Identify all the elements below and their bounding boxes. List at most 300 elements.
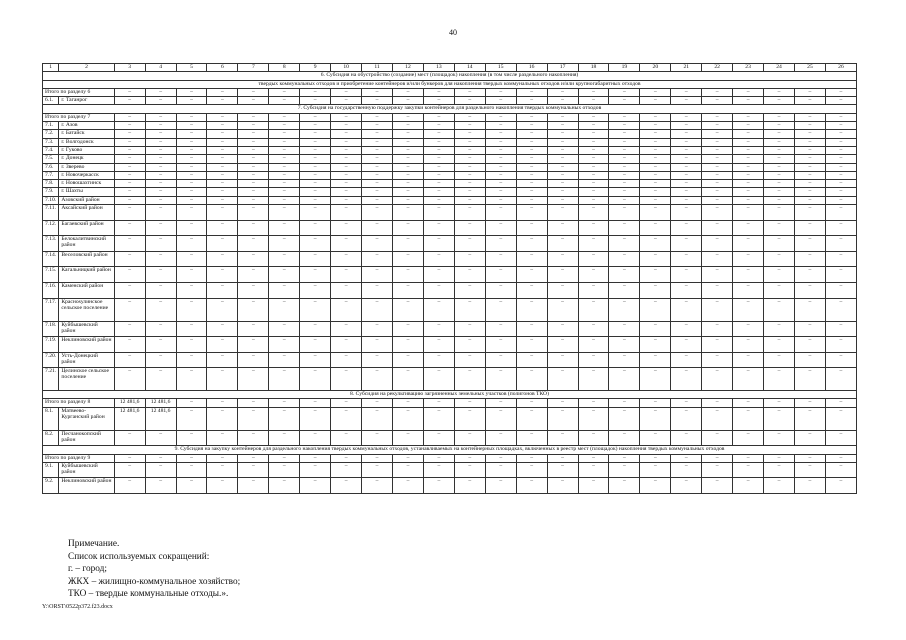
- value-cell: –: [362, 251, 393, 267]
- value-cell: –: [671, 146, 702, 154]
- value-cell: –: [238, 220, 269, 236]
- row-number: 7.6.: [43, 163, 59, 171]
- value-cell: –: [547, 205, 578, 221]
- value-cell: –: [362, 321, 393, 337]
- value-cell: –: [423, 171, 454, 179]
- value-cell: –: [794, 454, 825, 462]
- value-cell: –: [331, 155, 362, 163]
- column-header: 15: [485, 64, 516, 72]
- row-name: г. Азов: [59, 122, 114, 130]
- value-cell: –: [640, 267, 671, 283]
- value-cell: –: [825, 88, 856, 96]
- value-cell: –: [300, 113, 331, 121]
- value-cell: –: [547, 171, 578, 179]
- value-cell: –: [207, 251, 238, 267]
- table-row: [43, 163, 857, 171]
- value-cell: –: [609, 188, 640, 196]
- column-header: 8: [269, 64, 300, 72]
- row-number: 8.2.: [43, 430, 59, 446]
- value-cell: –: [825, 138, 856, 146]
- value-cell: –: [238, 462, 269, 478]
- row-number: 7.7.: [43, 171, 59, 179]
- row-name: г. Новошахтинск: [59, 180, 114, 188]
- value-cell: –: [547, 196, 578, 204]
- row-name: Белокалитвинский район: [59, 236, 114, 252]
- value-cell: –: [671, 113, 702, 121]
- value-cell: –: [362, 146, 393, 154]
- value-cell: –: [238, 267, 269, 283]
- value-cell: –: [794, 283, 825, 299]
- value-cell: –: [423, 113, 454, 121]
- value-cell: –: [393, 352, 424, 368]
- value-cell: –: [485, 155, 516, 163]
- value-cell: –: [764, 163, 795, 171]
- value-cell: –: [547, 430, 578, 446]
- value-cell: –: [145, 163, 176, 171]
- value-cell: –: [609, 97, 640, 105]
- value-cell: –: [145, 196, 176, 204]
- value-cell: –: [207, 352, 238, 368]
- value-cell: –: [300, 298, 331, 321]
- value-cell: –: [794, 188, 825, 196]
- value-cell: –: [764, 205, 795, 221]
- value-cell: –: [300, 163, 331, 171]
- value-cell: –: [825, 478, 856, 494]
- value-cell: –: [300, 196, 331, 204]
- value-cell: –: [114, 337, 145, 353]
- value-cell: –: [702, 352, 733, 368]
- value-cell: –: [733, 146, 764, 154]
- value-cell: –: [578, 368, 609, 391]
- value-cell: –: [609, 430, 640, 446]
- value-cell: –: [300, 122, 331, 130]
- value-cell: –: [362, 430, 393, 446]
- value-cell: –: [640, 180, 671, 188]
- value-cell: –: [207, 163, 238, 171]
- value-cell: –: [640, 220, 671, 236]
- value-cell: –: [547, 113, 578, 121]
- value-cell: –: [794, 368, 825, 391]
- value-cell: –: [207, 399, 238, 407]
- value-cell: –: [238, 88, 269, 96]
- value-cell: –: [578, 337, 609, 353]
- value-cell: –: [547, 138, 578, 146]
- value-cell: –: [176, 399, 207, 407]
- value-cell: –: [609, 399, 640, 407]
- value-cell: –: [702, 236, 733, 252]
- value-cell: –: [300, 146, 331, 154]
- value-cell: –: [393, 478, 424, 494]
- value-cell: –: [485, 138, 516, 146]
- value-cell: –: [114, 462, 145, 478]
- value-cell: –: [269, 454, 300, 462]
- value-cell: –: [516, 407, 547, 430]
- value-cell: –: [114, 138, 145, 146]
- value-cell: –: [145, 462, 176, 478]
- value-cell: –: [393, 138, 424, 146]
- value-cell: –: [423, 220, 454, 236]
- value-cell: –: [393, 337, 424, 353]
- value-cell: –: [825, 462, 856, 478]
- value-cell: –: [207, 171, 238, 179]
- value-cell: –: [825, 368, 856, 391]
- value-cell: –: [702, 407, 733, 430]
- value-cell: –: [269, 113, 300, 121]
- value-cell: –: [485, 454, 516, 462]
- value-cell: –: [238, 171, 269, 179]
- value-cell: –: [640, 205, 671, 221]
- value-cell: –: [393, 321, 424, 337]
- value-cell: –: [794, 236, 825, 252]
- value-cell: –: [702, 88, 733, 96]
- value-cell: –: [454, 196, 485, 204]
- value-cell: –: [207, 368, 238, 391]
- value-cell: –: [516, 97, 547, 105]
- value-cell: –: [764, 188, 795, 196]
- value-cell: –: [794, 321, 825, 337]
- table-row: [43, 407, 857, 430]
- value-cell: –: [454, 454, 485, 462]
- value-cell: –: [578, 138, 609, 146]
- column-header: 25: [794, 64, 825, 72]
- row-name: г. Таганрог: [59, 97, 114, 105]
- value-cell: –: [300, 130, 331, 138]
- row-number: 9.2.: [43, 478, 59, 494]
- value-cell: –: [269, 283, 300, 299]
- value-cell: –: [547, 407, 578, 430]
- value-cell: –: [362, 188, 393, 196]
- value-cell: –: [423, 454, 454, 462]
- value-cell: –: [207, 321, 238, 337]
- value-cell: –: [269, 138, 300, 146]
- value-cell: –: [794, 478, 825, 494]
- value-cell: –: [176, 251, 207, 267]
- value-cell: –: [794, 113, 825, 121]
- value-cell: –: [825, 113, 856, 121]
- value-cell: –: [609, 298, 640, 321]
- row-number: 6.1.: [43, 97, 59, 105]
- value-cell: –: [362, 220, 393, 236]
- value-cell: –: [516, 337, 547, 353]
- value-cell: –: [114, 180, 145, 188]
- value-cell: –: [640, 430, 671, 446]
- column-header: 16: [516, 64, 547, 72]
- value-cell: –: [269, 97, 300, 105]
- value-cell: –: [516, 430, 547, 446]
- value-cell: –: [423, 88, 454, 96]
- value-cell: –: [485, 352, 516, 368]
- value-cell: –: [114, 352, 145, 368]
- value-cell: –: [176, 454, 207, 462]
- value-cell: –: [176, 138, 207, 146]
- value-cell: –: [516, 236, 547, 252]
- value-cell: –: [176, 88, 207, 96]
- value-cell: –: [640, 251, 671, 267]
- value-cell: –: [578, 430, 609, 446]
- value-cell: –: [547, 155, 578, 163]
- value-cell: –: [794, 205, 825, 221]
- value-cell: –: [454, 399, 485, 407]
- value-cell: –: [764, 298, 795, 321]
- value-cell: –: [362, 130, 393, 138]
- value-cell: –: [393, 368, 424, 391]
- value-cell: –: [578, 321, 609, 337]
- value-cell: –: [702, 337, 733, 353]
- column-header: 7: [238, 64, 269, 72]
- value-cell: –: [145, 220, 176, 236]
- value-cell: –: [485, 188, 516, 196]
- value-cell: –: [578, 478, 609, 494]
- column-header: 14: [454, 64, 485, 72]
- value-cell: –: [145, 368, 176, 391]
- value-cell: –: [207, 138, 238, 146]
- table-row: [43, 298, 857, 321]
- value-cell: –: [362, 155, 393, 163]
- row-name: г. Донецк: [59, 155, 114, 163]
- value-cell: –: [825, 205, 856, 221]
- value-cell: –: [454, 113, 485, 121]
- value-cell: –: [578, 97, 609, 105]
- value-cell: –: [454, 478, 485, 494]
- value-cell: –: [516, 122, 547, 130]
- value-cell: –: [794, 122, 825, 130]
- value-cell: –: [393, 267, 424, 283]
- value-cell: –: [764, 407, 795, 430]
- value-cell: –: [516, 88, 547, 96]
- value-cell: –: [362, 462, 393, 478]
- value-cell: –: [331, 196, 362, 204]
- value-cell: –: [114, 478, 145, 494]
- value-cell: –: [300, 352, 331, 368]
- value-cell: –: [516, 180, 547, 188]
- column-header: 6: [207, 64, 238, 72]
- value-cell: –: [733, 283, 764, 299]
- value-cell: –: [764, 454, 795, 462]
- value-cell: –: [362, 180, 393, 188]
- value-cell: –: [207, 88, 238, 96]
- value-cell: –: [702, 298, 733, 321]
- value-cell: –: [825, 321, 856, 337]
- value-cell: –: [423, 138, 454, 146]
- value-cell: –: [640, 146, 671, 154]
- value-cell: –: [578, 171, 609, 179]
- value-cell: –: [362, 352, 393, 368]
- value-cell: –: [454, 321, 485, 337]
- value-cell: –: [238, 251, 269, 267]
- value-cell: –: [640, 368, 671, 391]
- value-cell: –: [702, 180, 733, 188]
- value-cell: –: [640, 130, 671, 138]
- value-cell: –: [331, 368, 362, 391]
- value-cell: –: [454, 430, 485, 446]
- value-cell: –: [423, 407, 454, 430]
- value-cell: –: [176, 407, 207, 430]
- value-cell: –: [671, 251, 702, 267]
- value-cell: –: [238, 163, 269, 171]
- value-cell: –: [702, 478, 733, 494]
- value-cell: –: [393, 122, 424, 130]
- value-cell: –: [485, 407, 516, 430]
- value-cell: –: [454, 146, 485, 154]
- column-header: 17: [547, 64, 578, 72]
- value-cell: –: [825, 171, 856, 179]
- section-title: 8. Субсидия на рекультивацию загрязненных земельных участков (полигонов ТКО): [43, 391, 857, 399]
- value-cell: –: [145, 188, 176, 196]
- row-number: 7.12.: [43, 220, 59, 236]
- value-cell: –: [516, 113, 547, 121]
- value-cell: –: [423, 251, 454, 267]
- value-cell: –: [238, 236, 269, 252]
- value-cell: –: [702, 171, 733, 179]
- value-cell: –: [362, 205, 393, 221]
- value-cell: –: [547, 454, 578, 462]
- value-cell: –: [702, 368, 733, 391]
- value-cell: –: [362, 337, 393, 353]
- total-row: [43, 454, 857, 462]
- value-cell: –: [176, 205, 207, 221]
- value-cell: –: [238, 430, 269, 446]
- value-cell: –: [764, 352, 795, 368]
- value-cell: –: [454, 188, 485, 196]
- value-cell: –: [547, 462, 578, 478]
- value-cell: –: [702, 399, 733, 407]
- value-cell: –: [516, 454, 547, 462]
- header-row: [43, 64, 857, 72]
- value-cell: –: [733, 368, 764, 391]
- value-cell: –: [114, 251, 145, 267]
- value-cell: –: [145, 113, 176, 121]
- value-cell: –: [362, 368, 393, 391]
- value-cell: –: [393, 163, 424, 171]
- value-cell: –: [485, 180, 516, 188]
- value-cell: –: [640, 196, 671, 204]
- value-cell: –: [671, 462, 702, 478]
- value-cell: –: [393, 399, 424, 407]
- value-cell: –: [454, 163, 485, 171]
- value-cell: –: [423, 399, 454, 407]
- value-cell: –: [671, 283, 702, 299]
- value-cell: –: [764, 478, 795, 494]
- value-cell: –: [454, 171, 485, 179]
- value-cell: –: [207, 454, 238, 462]
- value-cell: –: [207, 430, 238, 446]
- value-cell: –: [114, 454, 145, 462]
- row-name: г. Гуково: [59, 146, 114, 154]
- value-cell: –: [485, 130, 516, 138]
- value-cell: –: [207, 180, 238, 188]
- value-cell: –: [547, 236, 578, 252]
- value-cell: –: [454, 97, 485, 105]
- table-row: [43, 171, 857, 179]
- value-cell: –: [485, 196, 516, 204]
- value-cell: –: [176, 188, 207, 196]
- value-cell: –: [516, 478, 547, 494]
- value-cell: –: [671, 236, 702, 252]
- value-cell: –: [331, 454, 362, 462]
- row-name: г. Зверево: [59, 163, 114, 171]
- row-name: Багаевский район: [59, 220, 114, 236]
- value-cell: –: [825, 188, 856, 196]
- row-number: 7.13.: [43, 236, 59, 252]
- value-cell: –: [423, 321, 454, 337]
- value-cell: –: [145, 130, 176, 138]
- table-row: [43, 478, 857, 494]
- value-cell: –: [794, 97, 825, 105]
- value-cell: –: [114, 122, 145, 130]
- value-cell: –: [300, 88, 331, 96]
- value-cell: –: [423, 97, 454, 105]
- value-cell: –: [269, 220, 300, 236]
- value-cell: –: [702, 321, 733, 337]
- row-name: Усть-Донецкий район: [59, 352, 114, 368]
- value-cell: –: [114, 321, 145, 337]
- table-row: [43, 146, 857, 154]
- value-cell: –: [640, 337, 671, 353]
- value-cell: –: [114, 88, 145, 96]
- value-cell: –: [702, 113, 733, 121]
- value-cell: –: [362, 113, 393, 121]
- value-cell: –: [702, 188, 733, 196]
- value-cell: –: [764, 138, 795, 146]
- value-cell: –: [547, 88, 578, 96]
- value-cell: –: [362, 478, 393, 494]
- value-cell: –: [516, 352, 547, 368]
- value-cell: –: [516, 146, 547, 154]
- total-label: Итого по разделу 7: [43, 113, 115, 121]
- table-row: [43, 430, 857, 446]
- value-cell: –: [578, 454, 609, 462]
- value-cell: –: [516, 267, 547, 283]
- table-row: [43, 368, 857, 391]
- value-cell: –: [269, 352, 300, 368]
- value-cell: –: [825, 97, 856, 105]
- value-cell: –: [114, 236, 145, 252]
- value-cell: –: [609, 267, 640, 283]
- value-cell: –: [702, 155, 733, 163]
- value-cell: –: [300, 180, 331, 188]
- value-cell: –: [176, 113, 207, 121]
- value-cell: –: [640, 283, 671, 299]
- value-cell: –: [454, 88, 485, 96]
- value-cell: –: [114, 368, 145, 391]
- value-cell: –: [176, 97, 207, 105]
- value-cell: –: [331, 97, 362, 105]
- value-cell: –: [238, 407, 269, 430]
- value-cell: –: [671, 122, 702, 130]
- value-cell: –: [733, 113, 764, 121]
- section-row: [43, 80, 857, 88]
- row-name: Неклиновский район: [59, 478, 114, 494]
- value-cell: –: [825, 163, 856, 171]
- value-cell: –: [331, 180, 362, 188]
- value-cell: –: [609, 220, 640, 236]
- row-name: Веселовский район: [59, 251, 114, 267]
- value-cell: –: [640, 399, 671, 407]
- notes-intro: Список используемых сокращений:: [68, 551, 210, 562]
- value-cell: –: [485, 321, 516, 337]
- value-cell: –: [238, 97, 269, 105]
- value-cell: –: [145, 155, 176, 163]
- value-cell: –: [114, 430, 145, 446]
- value-cell: –: [238, 337, 269, 353]
- value-cell: –: [578, 251, 609, 267]
- value-cell: –: [578, 352, 609, 368]
- value-cell: –: [207, 130, 238, 138]
- value-cell: –: [331, 130, 362, 138]
- value-cell: –: [269, 155, 300, 163]
- value-cell: –: [609, 138, 640, 146]
- value-cell: –: [516, 188, 547, 196]
